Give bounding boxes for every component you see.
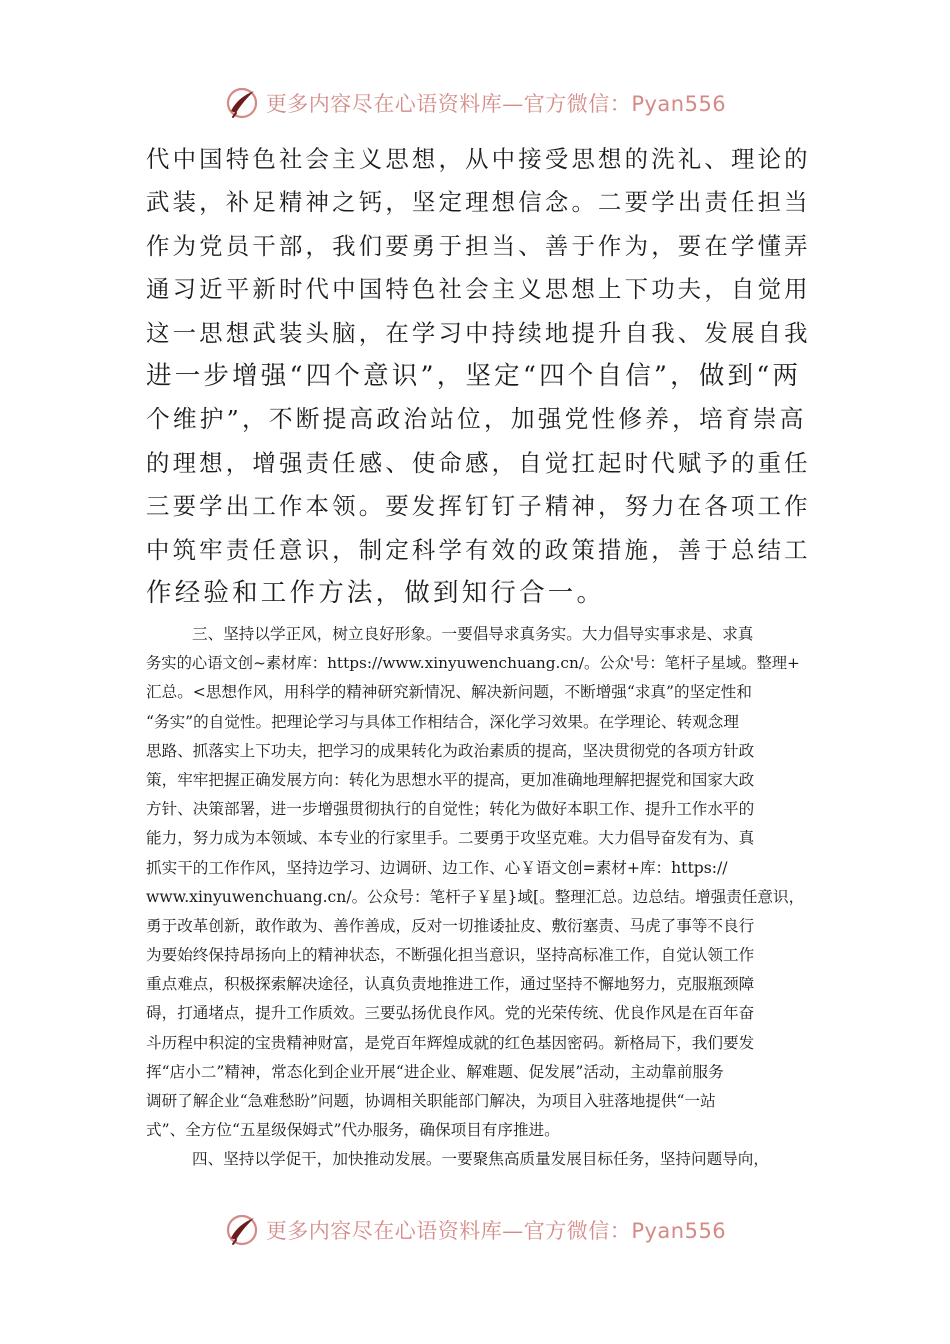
paragraph-3-line: 思路、抓落实上下功夫，把学习的成果转化为政治素质的提高，坚决贯彻党的各项方针政 (146, 741, 755, 760)
text-line: 这一思想武装头脑，在学习中持续地提升自我、发展自我 (146, 318, 811, 347)
wechat-id: Pyan556 (631, 1219, 727, 1243)
text-line: 中筑牢责任意识，制定科学有效的政策措施，善于总结工 (146, 535, 811, 564)
large-paragraph (146, 138, 811, 615)
banner-text: 更多内容尽在心语资料库—官方微信：Pyan556 (265, 92, 727, 116)
text-line: 进一步增强“四个意识”，坚定“四个自信”，做到“两 (146, 360, 802, 391)
paragraph-3-line: 方针、决策部署，进一步增强贯彻执行的自觉性；转化为做好本职工作、提升工作水平的 (146, 800, 755, 819)
pen-logo-icon (224, 1212, 260, 1248)
paragraph-3-line: 碍，打通堵点，提升工作质效。三要弘扬优良作风。党的光荣传统、优良作风是在百年奋 (146, 1004, 755, 1023)
paragraph-4-line: 四、坚持以学促干，加快推动发展。一要聚焦高质量发展目标任务，坚持问题导向， (192, 1150, 769, 1169)
paragraph-3-line: “务实”的自觉性。把理论学习与具体工作相结合，深化学习效果。在学理论、转观念理 (146, 712, 739, 731)
wechat-id: Pyan556 (631, 92, 727, 116)
pen-logo-icon (224, 85, 260, 121)
header-banner (0, 83, 950, 123)
footer-banner (0, 1210, 950, 1250)
paragraph-3-line: www.xinyuwenchuang.cn/。公众号：笔杆子￥星}域[。整理汇总。边总结。增强责任意识， (146, 887, 805, 906)
paragraph-3-line: 三、坚持以学正风，树立良好形象。一要倡导求真务实。大力倡导实事求是、求真 (192, 625, 754, 643)
paragraph-3-line: 式”、全方位“五星级保姆式”代办服务，确保项目有序推进。 (146, 1121, 560, 1140)
text-line: 代中国特色社会主义思想，从中接受思想的洗礼、理论的 (146, 145, 811, 173)
banner-text: 更多内容尽在心语资料库—官方微信：Pyan556 (265, 1219, 727, 1243)
paragraph-3-line: 挥“店小二”精神，常态化到企业开展“进企业、解难题、促发展”活动，主动靠前服务 (146, 1062, 724, 1081)
paragraph-3-line: 重点难点，积极探索解决途径，认真负责地推进工作，通过坚持不懈地努力，克服瓶颈障 (146, 975, 755, 994)
paragraph-3-line: 抓实干的工作作风，坚持边学习、边调研、边工作、心￥语文创=素材+库：https:// (146, 858, 728, 877)
text-line: 个维护”，不断提高政治站位，加强党性修养，培育崇高 (146, 405, 807, 434)
paragraph-3-line: 务实的心语文创~素材库：https://www.xinyuwenchuang.cn/。公众'号：笔杆子星域。整理+ (146, 654, 800, 673)
paragraph-3-line: 策，牢牢把握正确发展方向：转化为思想水平的提高，更加准确地理解把握党和国家大政 (146, 770, 755, 789)
paragraph-3-line: 斗历程中积淀的宝贵精神财富，是党百年辉煌成就的红色基因密码。新格局下，我们要发 (146, 1033, 755, 1052)
text-line: 的理想，增强责任感、使命感，自觉扛起时代赋予的重任 (146, 448, 811, 477)
text-line: 三要学出工作本领。要发挥钉钉子精神，努力在各项工作 (146, 492, 811, 521)
paragraph-3-line: 调研了解企业“急难愁盼”问题，协调相关职能部门解决，为项目入驻落地提供“一站 (146, 1092, 716, 1110)
text-line: 通习近平新时代中国特色社会主义思想上下功夫，自觉用 (146, 275, 811, 304)
text-line: 作经验和工作方法，做到知行合一。 (146, 577, 606, 608)
text-line: 武装，补足精神之钙，坚定理想信念。二要学出责任担当 (146, 188, 811, 217)
paragraph-3-line: 能力，努力成为本领域、本专业的行家里手。二要勇于攻坚克难。大力倡导奋发有为、真 (146, 829, 755, 848)
text-line: 作为党员干部，我们要勇于担当、善于作为，要在学懂弄 (146, 231, 811, 260)
paragraph-3-line: 勇于改革创新，敢作敢为、善作善成，反对一切推诿扯皮、敷衍塞责、马虎了事等不良行 (146, 916, 755, 935)
paragraph-3-line: 为要始终保持昂扬向上的精神状态，不断强化担当意识，坚持高标准工作，自觉认领工作 (146, 946, 755, 965)
paragraph-3-line: 汇总。<思想作风，用科学的精神研究新情况、解决新问题，不断增强“求真”的坚定性和 (146, 683, 752, 702)
body-paragraphs (146, 620, 811, 1175)
